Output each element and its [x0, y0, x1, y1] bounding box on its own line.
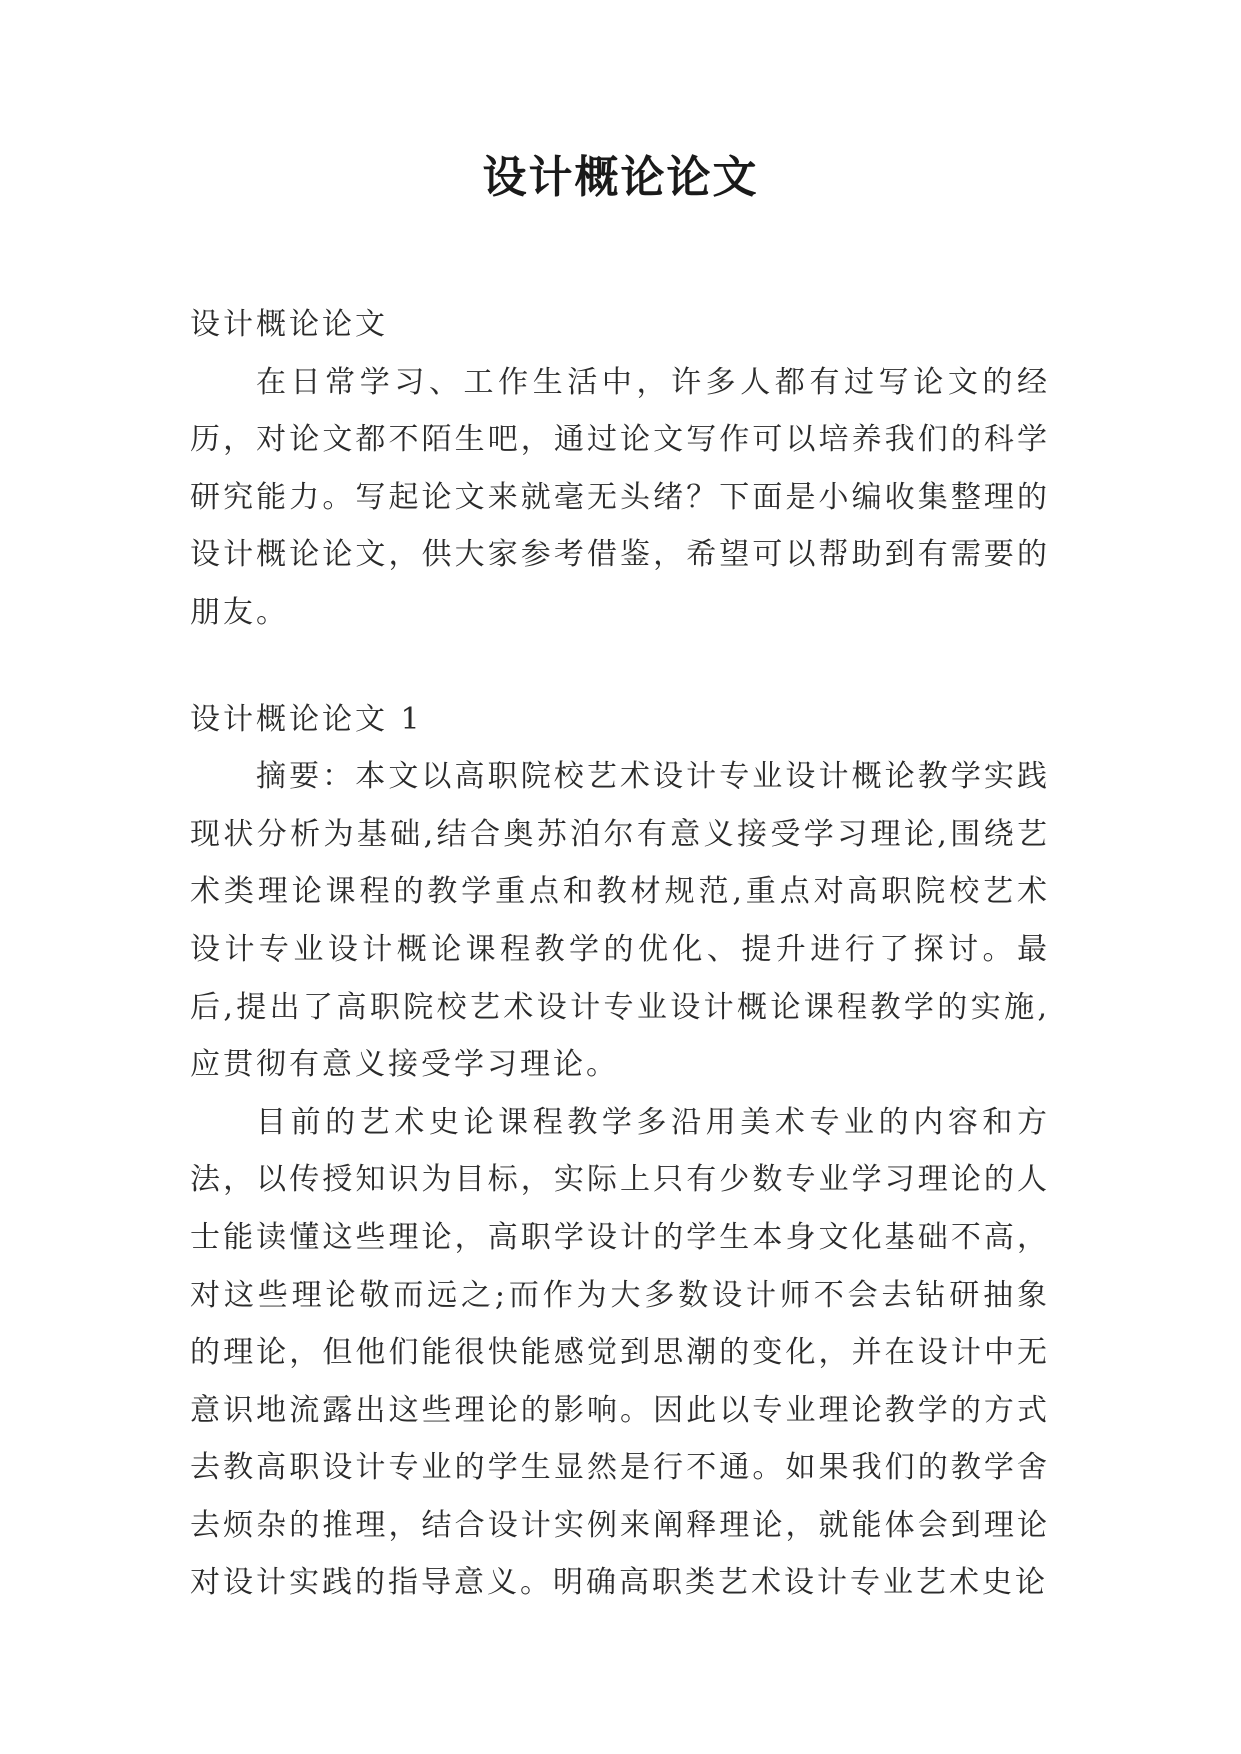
- document-body: [190, 296, 1050, 1612]
- intro-heading: 设计概论论文: [190, 307, 388, 342]
- section-heading: 设计概论论文 1: [190, 701, 423, 737]
- document-title: 设计概论论文: [482, 152, 759, 203]
- intro-paragraph: 在日常学习、工作生活中，许多人都有过写论文的经历，对论文都不陌生吧，通过论文写作可以培养我们的科学研究能力。写起论文来就毫无头绪？下面是小编收集整理的设计概论论文，供大家参考借鉴，希望可以帮助到有需要的朋友。: [190, 364, 1050, 630]
- abstract-paragraph: 摘要：本文以高职院校艺术设计专业设计概论教学实践现状分析为基础,结合奥苏泊尔有意义接受学习理论,围绕艺术类理论课程的教学重点和教材规范,重点对高职院校艺术设计专业设计概论课程教学的优化、提升进行了探讨。最后,提出了高职院校艺术设计专业设计概论课程教学的实施,应贯彻有意义接受学习理论。: [190, 759, 1050, 1083]
- section-gap: [190, 642, 1050, 691]
- body-paragraph: 目前的艺术史论课程教学多沿用美术专业的内容和方法，以传授知识为目标，实际上只有少数专业学习理论的人士能读懂这些理论，高职学设计的学生本身文化基础不高，对这些理论敬而远之;而作为大多数设计师不会去钻研抽象的理论，但他们能很快能感觉到思潮的变化，并在设计中无意识地流露出这些理论的影响。因此以专业理论教学的方式去教高职设计专业的学生显然是行不通。如果我们的教学舍去烦杂的推理，结合设计实例来阐释理论，就能体会到理论对设计实践的指导意义。明确高职类艺术设计专业艺术史论: [190, 1104, 1050, 1601]
